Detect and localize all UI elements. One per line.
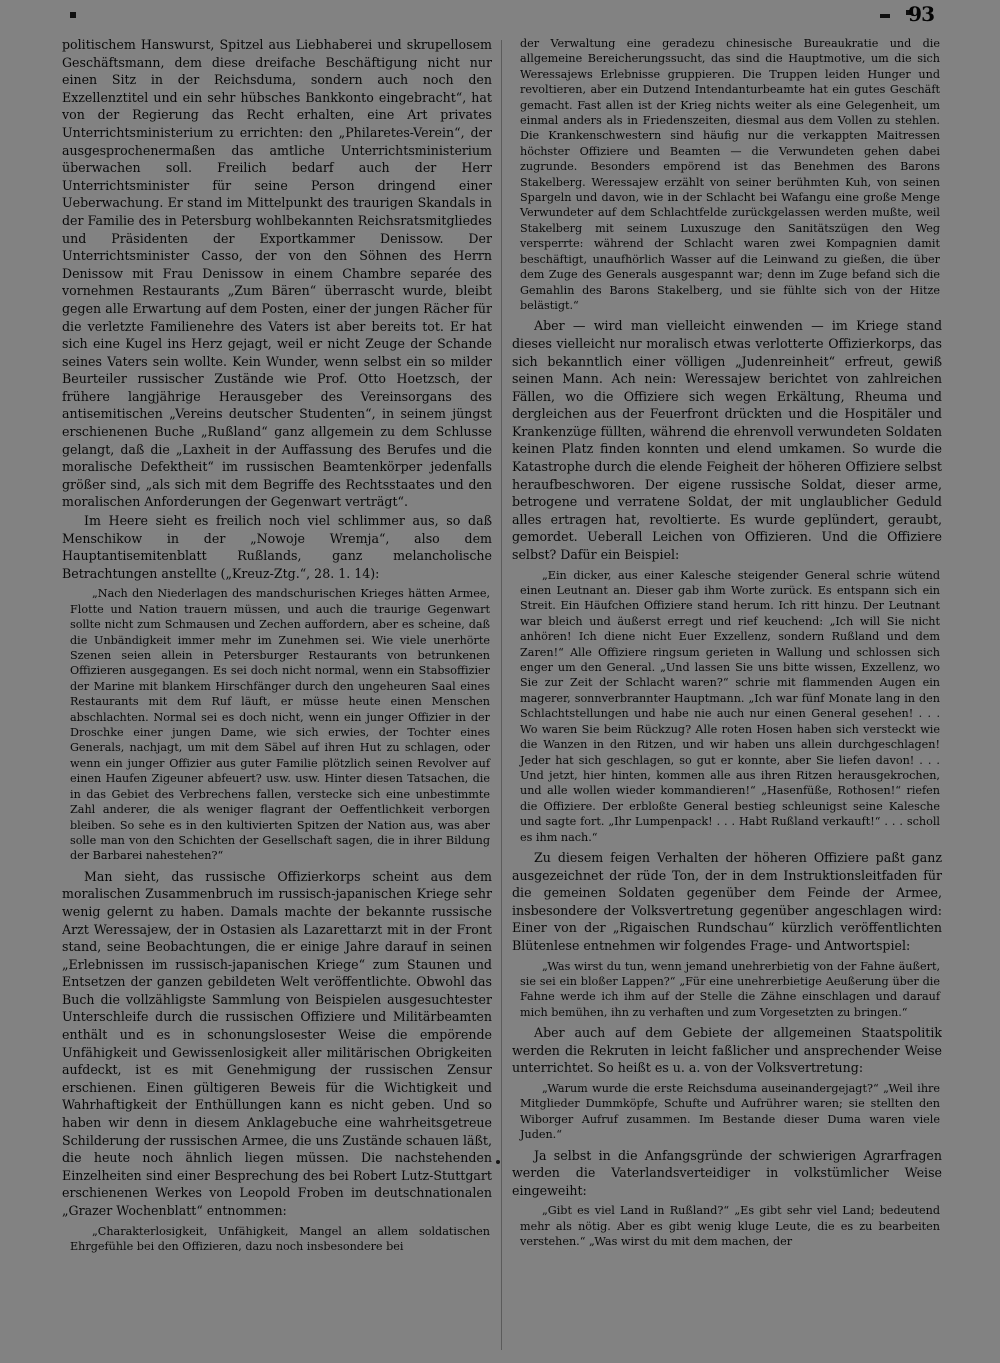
quoted-paragraph: der Verwaltung eine geradezu chinesische Bureaukratie und die allgemeine Bereicherungssucht, das sind die Hauptmotive, um die sich Weressajews Erlebnisse gruppieren. Die Truppen leiden Hunger und revoltieren, aber ein Dutzend Intendanturbeamte hat ein gutes Geschäft gemacht. Fast allen ist der Krieg nichts weiter als eine Gelegenheit, um einmal anders als in Friedenszeiten, diesmal aus dem Vollen zu stehlen. Die Krankenschwestern sind häufig nur die verkappten Maitressen höchster Offiziere und Beamten — die Verwundeten gehen dabei zugrunde. Besonders empörend ist das Benehmen des Barons Stakelberg. Weressajew erzählt von seiner berühmten Kuh, von seinen Spargeln und davon, wie in der Schlacht bei Wafangu eine große Menge Verwundeter auf dem Schlachtfelde zurückgelassen werden mußte, weil Stakelberg mit seinem Luxuszuge den Sanitätszügen den Weg versperrte: während der Schlacht waren zwei Kompagnien damit beschäftigt, unaufhörlich Wasser auf die Leinwand zu gießen, die über dem Zuge des Generals ausgespannt war; denn im Zuge befand sich die Gemahlin des Barons Stakelberg, und sie fühlte sich von der Hitze belästigt.“ bbox=[520, 37, 940, 312]
print-mark bbox=[880, 14, 890, 18]
page-number: 93 bbox=[908, 2, 934, 26]
quoted-paragraph: „Nach den Niederlagen des mandschurischen Krieges hätten Armee, Flotte und Nation trauern müssen, und auch die traurige Gegenwart sollte nicht zum Schmausen und Zechen auffordern, aber es scheine, daß die Unbändigkeit immer mehr im Zunehmen sei. Wie viele unerhörte Szenen seien allein in Petersburger Restaurants von betrunkenen Offizieren ausgegangen. Es sei doch nicht normal, wenn ein Stabsoffizier der Marine mit blankem Hirschfänger durch den ungeheuren Saal eines Restaurants mit dem Ruf läuft, er müsse heute einen Menschen abschlachten. Normal sei es doch nicht, wenn ein junger Offizier in der Droschke einer jungen Dame, wie sich erwies, der Tochter eines Generals, nachjagt, um mit dem Säbel auf ihren Hut zu schlagen, oder wenn ein junger Offizier aus guter Familie plötzlich seinen Revolver auf einen Haufen Zigeuner abfeuert? usw. usw. Hinter diesen Tatsachen, die in das Gebiet des Verbrechens fallen, verstecke sich eine unbestimmte Zahl anderer, die als weniger flagrant der Oeffentlichkeit verborgen bleiben. So sehe es in den kultivierten Spitzen der Nation aus, was aber solle man von den Schichten der Gesellschaft sagen, die in ihrer Bildung der Barbarei nahestehen?“ bbox=[70, 587, 490, 863]
quoted-paragraph: „Charakterlosigkeit, Unfähigkeit, Mangel an allem soldatischen Ehrgefühle bei den Offizieren, dazu noch insbesondere bei bbox=[70, 1224, 490, 1253]
quoted-paragraph: „Warum wurde die erste Reichsduma auseinandergejagt?“ „Weil ihre Mitglieder Dummköpfe, Schufte und Aufrührer waren; sie stellten den Wiborger Aufruf zusammen. Im Bestande dieser Duma waren viele Juden.“ bbox=[520, 1081, 940, 1142]
body-paragraph: Ja selbst in die Anfangsgründe der schwierigen Agrarfragen werden die Vaterlandsverteidiger in volkstümlicher Weise eingeweiht: bbox=[512, 1147, 942, 1198]
quoted-paragraph: „Ein dicker, aus einer Kalesche steigender General schrie wütend einen Leutnant an. Dieser gab ihm Worte zurück. Es entspann sich ein Streit. Ein Häufchen Offiziere stand herum. Ich ritt hinzu. Der Leutnant war bleich und äußerst erregt und rief keuchend: „Ich will Sie nicht anhören! Ich diene nicht Euer Exzellenz, sondern Rußland und dem Zaren!“ Alle Offiziere ringsum gerieten in Wallung und schlossen sich enger um den General. „Und lassen Sie uns bitte wissen, Exzellenz, wo Sie zur Zeit der Schlacht waren?“ schrie mit flammenden Augen ein magerer, sonnverbrannter Hauptmann. „Ich war fünf Monate lang in den Schlachtstellungen und habe nie auch nur einen General gesehen! . . . Wo waren Sie beim Rückzug? Alle roten Hosen haben sich versteckt wie die Wanzen in den Ritzen, und wir haben uns allein durchgeschlagen! Jeder hat sich geschlagen, so gut er konnte, aber Sie liefen davon! . . . Und jetzt, hier hinten, kommen alle aus ihren Ritzen herausgekrochen, und alle wollen wieder kommandieren!“ „Hasenfüße, Rothosen!“ riefen die Offiziere. Der erbloßte General bestieg schleunigst seine Kalesche und sagte fort. „Ihr Lumpenpack! . . . Habt Rußland verkauft!“ . . . scholl es ihm nach.“ bbox=[520, 568, 940, 844]
right-column bbox=[512, 36, 942, 1356]
left-column bbox=[62, 36, 492, 1356]
quoted-paragraph: „Was wirst du tun, wenn jemand unehrerbietig von der Fahne äußert, sie sei ein bloßer Lappen?“ „Für eine unehrerbietige Aeußerung über die Fahne werde ich ihm auf der Stelle die Zähne einschlagen und darauf mich bemühen, ihn zu verhaften und zum Vorgesetzten zu bringen.“ bbox=[520, 959, 940, 1019]
body-paragraph: Aber auch auf dem Gebiete der allgemeinen Staatspolitik werden die Rekruten in leicht faßlicher und ansprechender Weise unterrichtet. So heißt es u. a. von der Volksvertretung: bbox=[512, 1025, 942, 1076]
body-paragraph: Aber — wird man vielleicht einwenden — im Kriege stand dieses vielleicht nur moralisch etwas verlotterte Offizierkorps, das sich bekanntlich einer völligen „Judenreinheit“ erfreut, gewiß seinen Mann. Ach nein: Weressajew berichtet von zahlreichen Fällen, wo die Offiziere sich wegen Erkältung, Rheuma und dergleichen aus der Feuerfront drückten und die Hospitäler und Krankenzüge füllten, während die ehrenvoll verwundeten Soldaten keinen Platz finden konnten und elend umkamen. So wurde die Katastrophe durch die elende Feigheit der höheren Offiziere selbst heraufbeschworen. Der eigene russische Soldat, dieser arme, betrogene und verratene Soldat, der mit unglaublicher Geduld alles ertragen hat, revoltierte. Es wurde geplündert, geraubt, gemordet. Ueberall Leichen von Offizieren. Und die Offiziere selbst? Dafür ein Beispiel: bbox=[512, 318, 942, 563]
body-paragraph: politischem Hanswurst, Spitzel aus Liebhaberei und skrupellosem Geschäftsmann, dem diese dreifache Beschäftigung nicht nur einen Sitz in der Reichsduma, sondern auch noch den Exzellenztitel und ein sehr hübsches Bankkonto eingebracht“, hat von der Regierung das Recht erhalten, eine Art privates Unterrichtsministerium zu errichten: den „Philaretes-Verein“, der ausgesprochenermaßen das amtliche Unterrichtsministerium überwachen soll. Freilich bedarf auch der Herr Unterrichtsminister für seine Person dringend einer Ueberwachung. Er stand im Mittelpunkt des traurigen Skandals in der Familie des in Petersburg wohlbekannten Reichsratsmitgliedes und Präsidenten der Exportkammer Denissow. Der Unterrichtsminister Casso, der von den Söhnen des Herrn Denissow mit Frau Denissow in einem Chambre separée des vornehmen Restaurants „Zum Bären“ überrascht wurde, bleibt gegen alle Erwartung auf dem Posten, einer der jungen Rächer für die verletzte Familienehre des Vaters ist aber bereits tot. Er hat sich eine Kugel ins Herz gejagt, weil er nicht Zeuge der Schande seines Vaters sein wollte. Kein Wunder, wenn selbst ein so milder Beurteiler russischer Zustände wie Prof. Otto Hoetzsch, der frühere langjährige Herausgeber des Vereinsorgans des antisemitischen „Vereins deutscher Studenten“, in seinem jüngst erschienenen Buche „Rußland“ ganz allgemein zu dem Schlusse gelangt, daß die „Laxheit in der Auffassung des Berufes und die moralische Defektheit“ im russischen Beamtenkörper jedenfalls größer sind, „als sich mit dem Begriffe des Rechtsstaates und den moralischen Anforderungen der Gegenwart verträgt“. bbox=[62, 37, 492, 510]
body-paragraph: Man sieht, das russische Offizierkorps scheint aus dem moralischen Zusammenbruch im russisch-japanischen Kriege sehr wenig gelernt zu haben. Damals machte der bekannte russische Arzt Weressajew, der in Ostasien als Lazarettarzt mit in der Front stand, seine Beobachtungen, die er einige Jahre darauf in seinen „Erlebnissen im russisch-japanischen Kriege“ zum Staunen und Entsetzen der ganzen gebildeten Welt veröffentlichte. Obwohl das Buch die vollzähligste Sammlung von Beispielen ausgesuchtester Unterschleife durch die russischen Offiziere und Militärbeamten enthält und es in schonungslosester Weise die empörende Unfähigkeit und Gewissenlosigkeit aller militärischen Obrigkeiten aufdeckt, ist es mit Genehmigung der russischen Zensur erschienen. Einen gültigeren Beweis für die Wichtigkeit und Wahrhaftigkeit der Enthüllungen kann es nicht geben. Und so haben wir denn in diesem Anklagebuche eine wahrheitsgetreue Schilderung der russischen Armee, die uns Zustände schauen läßt, die heute noch ähnlich liegen müssen. Die nachstehenden Einzelheiten sind einer Besprechung des bei Robert Lutz-Stuttgart erschienenen Werkes von Leopold Froben im deutschnationalen „Grazer Wochenblatt“ entnommen: bbox=[62, 868, 492, 1218]
column-divider bbox=[501, 40, 502, 1350]
quoted-paragraph: „Gibt es viel Land in Rußland?“ „Es gibt sehr viel Land; bedeutend mehr als nötig. Aber es gibt wenig kluge Leute, die es zu bearbeiten verstehen.“ „Was wirst du mit dem machen, der bbox=[520, 1204, 940, 1249]
ink-smudge bbox=[496, 1160, 500, 1164]
body-paragraph: Im Heere sieht es freilich noch viel schlimmer aus, so daß Menschikow in der „Nowoje Wremja“, also dem Hauptantisemitenblatt Rußlands, ganz melancholische Betrachtungen anstellte („Kreuz-Ztg.“, 28. 1. 14): bbox=[62, 513, 492, 581]
print-mark bbox=[70, 12, 76, 18]
body-paragraph: Zu diesem feigen Verhalten der höheren Offiziere paßt ganz ausgezeichnet der rüde Ton, der in dem Instruktionsleitfaden für die gemeinen Soldaten gegenüber dem Feinde der Armee, insbesondere der Volksvertretung gegenüber angeschlagen wird: Einer von der „Rigaischen Rundschau“ kürzlich veröffentlichten Blütenlese entnehmen wir folgendes Frage- und Antwortspiel: bbox=[512, 849, 942, 953]
